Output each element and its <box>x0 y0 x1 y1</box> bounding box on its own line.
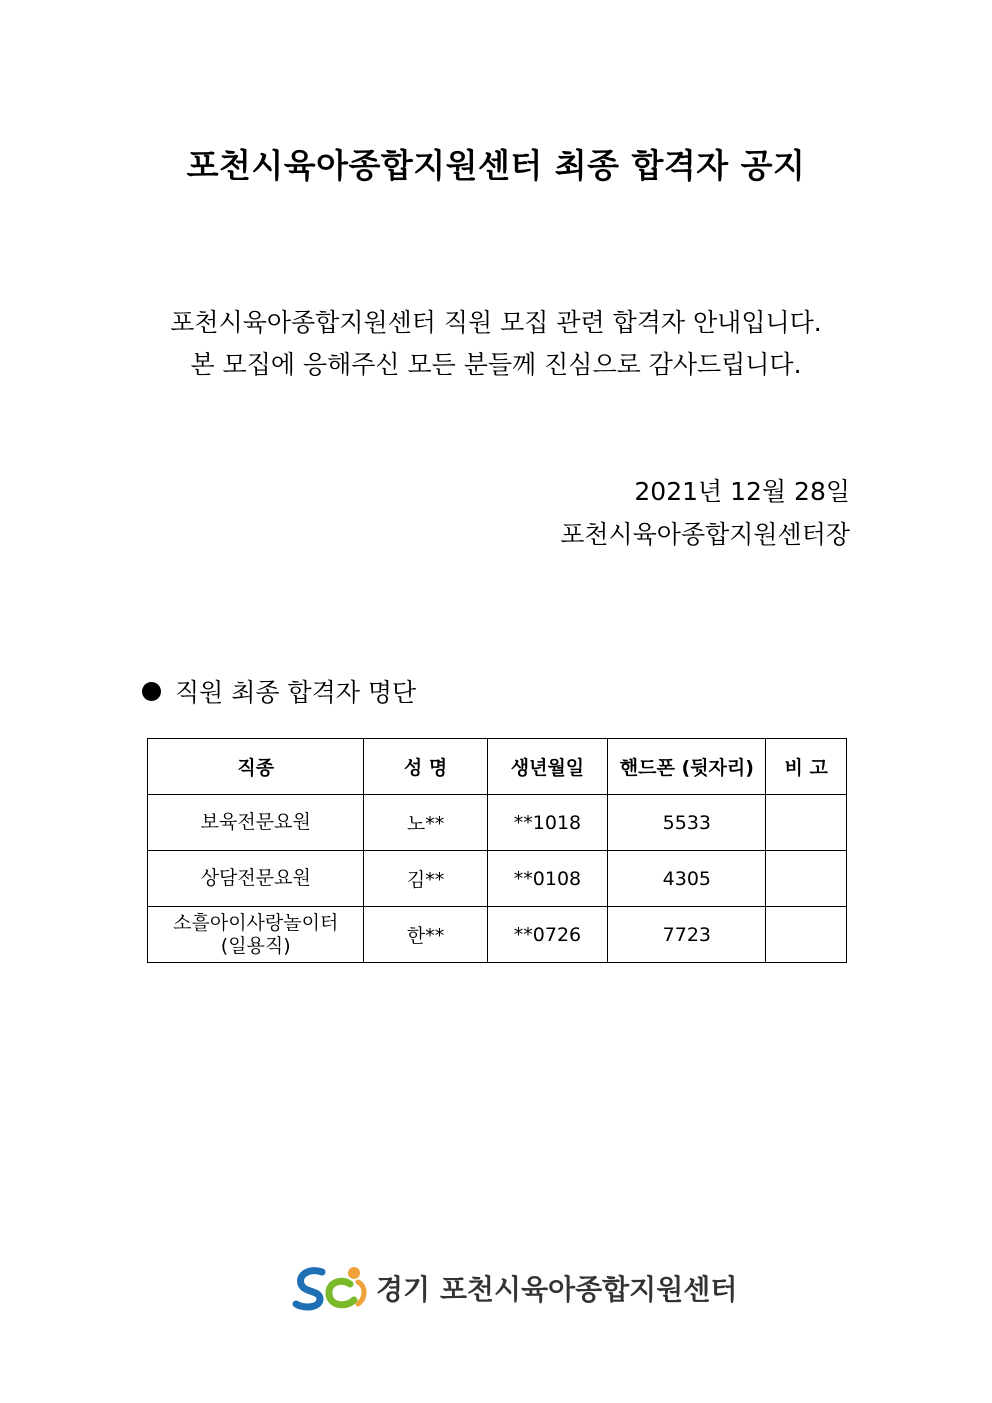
org-name: 경기 포천시육아종합지원센터 <box>376 1273 738 1306</box>
notice-issuer: 포천시육아종합지원센터장 <box>560 520 850 549</box>
cell-phone: 5533 <box>608 795 766 851</box>
header-name: 성 명 <box>364 739 487 795</box>
section-heading-text: 직원 최종 합격자 명단 <box>175 678 417 707</box>
cell-job <box>148 851 364 907</box>
intro-text <box>0 302 992 386</box>
cell-job <box>148 795 364 851</box>
page-title: 포천시육아종합지원센터 최종 합격자 공지 <box>186 146 806 185</box>
cell-name: 김** <box>364 851 487 907</box>
cell-phone: 4305 <box>608 851 766 907</box>
header-birth: 생년월일 <box>487 739 608 795</box>
cell-note <box>766 907 847 963</box>
cell-name: 한** <box>364 907 487 963</box>
job-title: 상담전문요원 <box>200 867 311 889</box>
cell-birth: **0108 <box>487 851 608 907</box>
footer <box>292 1262 737 1314</box>
header-job: 직종 <box>148 739 364 795</box>
cell-note <box>766 795 847 851</box>
table-row <box>148 907 847 963</box>
notice-date: 2021년 12월 28일 <box>634 477 850 506</box>
signature-block <box>560 470 850 556</box>
cell-birth: **1018 <box>487 795 608 851</box>
header-phone: 핸드폰 (뒷자리) <box>608 739 766 795</box>
roster-table <box>147 738 847 963</box>
center-logo-icon <box>292 1262 370 1314</box>
table-header-row <box>148 739 847 795</box>
bullet-icon <box>142 682 161 701</box>
job-title: 소흘아이사랑놀이터 <box>173 911 339 934</box>
table-row <box>148 851 847 907</box>
job-subtitle: (일용직) <box>220 934 291 957</box>
intro-line: 본 모집에 응해주신 모든 분들께 진심으로 감사드립니다. <box>190 350 802 379</box>
cell-name: 노** <box>364 795 487 851</box>
intro-line: 포천시육아종합지원센터 직원 모집 관련 합격자 안내입니다. <box>170 308 822 337</box>
cell-birth: **0726 <box>487 907 608 963</box>
header-note: 비 고 <box>766 739 847 795</box>
cell-note <box>766 851 847 907</box>
cell-job <box>148 907 364 963</box>
table-row <box>148 795 847 851</box>
cell-phone: 7723 <box>608 907 766 963</box>
job-title: 보육전문요원 <box>200 811 311 833</box>
section-heading <box>142 673 416 709</box>
